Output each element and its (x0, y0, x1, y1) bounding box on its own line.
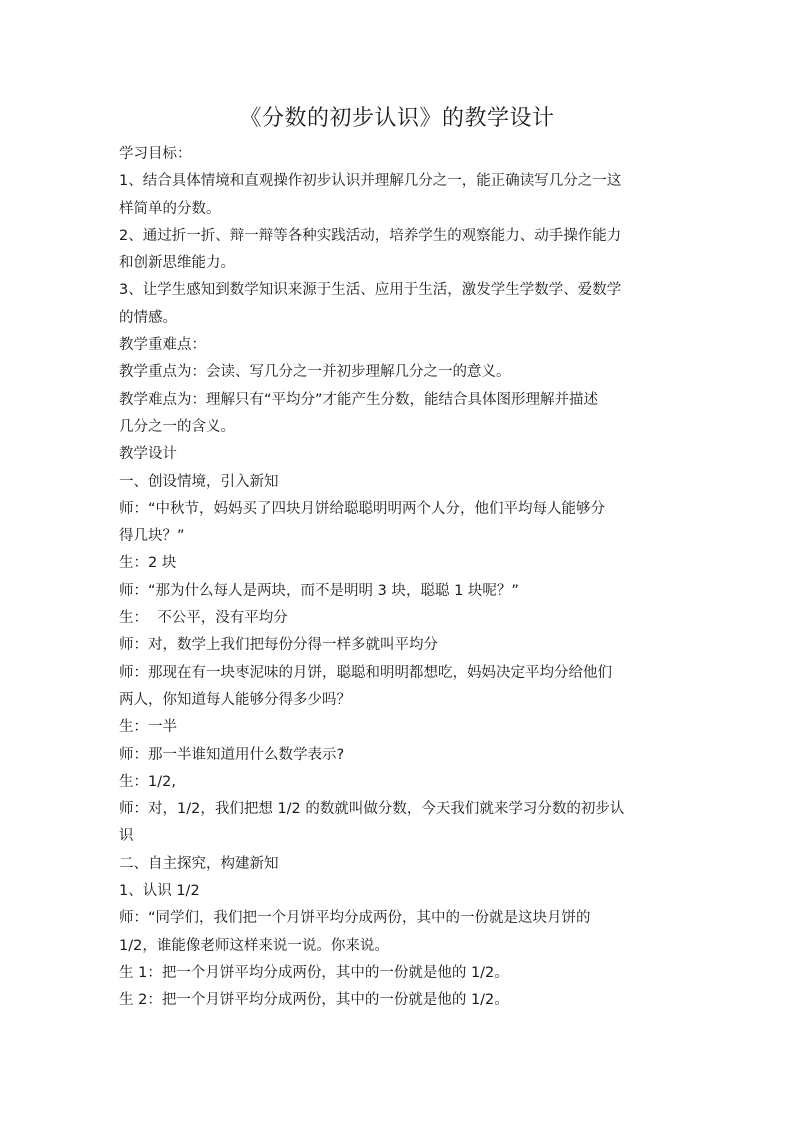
section-heading-design: 教学设计 (119, 446, 177, 463)
dialogue-line: 师：对，数学上我们把每份分得一样多就叫平均分 (119, 637, 438, 654)
key-point: 教学重点为：会读、写几分之一并初步理解几分之一的意义。 (119, 364, 511, 381)
dialogue-line: 师：“同学们，我们把一个月饼平均分成两份，其中的一份就是这块月饼的 (119, 910, 591, 927)
dialogue-line: 生 2：把一个月饼平均分成两份，其中的一份就是他的 1/2。 (119, 992, 509, 1009)
objective-3-line-1: 3、让学生感知到数学知识来源于生活、应用于生活，激发学生学数学、爱数学 (119, 282, 622, 299)
objective-1-line-1: 1、结合具体情境和直观操作初步认识并理解几分之一，能正确读写几分之一这 (119, 173, 622, 190)
objective-1-line-2: 样简单的分数。 (119, 200, 221, 217)
dialogue-line: 1/2，谁能像老师这样来说一说。你来说。 (119, 937, 389, 954)
subsection-heading-explore: 二、自主探究，构建新知 (119, 855, 279, 872)
dialogue-line: 生：一半 (119, 719, 177, 736)
dialogue-line: 师：那一半谁知道用什么数学表示? (119, 746, 345, 763)
dialogue-line: 师：对，1/2，我们把想 1/2 的数就叫做分数，今天我们就来学习分数的初步认 (119, 801, 625, 818)
dialogue-line: 生：2 块 (119, 555, 177, 572)
dialogue-line: 师：那现在有一块枣泥味的月饼，聪聪和明明都想吃，妈妈决定平均分给他们 (119, 664, 612, 681)
dialogue-line: 生： 不公平，没有平均分 (119, 610, 288, 627)
dialogue-line: 两人，你知道每人能够分得多少吗？ (119, 691, 351, 708)
subsection-heading-half: 1、认识 1/2 (119, 883, 200, 900)
objective-2-line-1: 2、通过折一折、辩一辩等各种实践活动，培养学生的观察能力、动手操作能力 (119, 227, 622, 244)
objective-2-line-2: 和创新思维能力。 (119, 255, 235, 272)
dialogue-line: 识 (119, 828, 134, 845)
section-heading-objectives: 学习目标： (119, 146, 192, 162)
document-title: 《分数的初步认识》的教学设计 (239, 106, 555, 131)
dialogue-line: 得几块？” (119, 528, 185, 545)
dialogue-line: 师：“中秋节，妈妈买了四块月饼给聪聪明明两个人分，他们平均每人能够分 (119, 500, 606, 517)
dialogue-line: 生：1/2, (119, 773, 176, 790)
document-body (119, 141, 679, 1015)
objective-3-line-2: 的情感。 (119, 309, 177, 326)
dialogue-line: 师：“那为什么每人是两块，而不是明明 3 块，聪聪 1 块呢？” (119, 582, 519, 599)
section-heading-key-points: 教学重难点： (119, 337, 206, 354)
subsection-heading-intro: 一、创设情境，引入新知 (119, 473, 279, 490)
dialogue-line: 生 1：把一个月饼平均分成两份，其中的一份就是他的 1/2。 (119, 964, 509, 981)
difficult-point-line-1: 教学难点为：理解只有“平均分”才能产生分数，能结合具体图形理解并描述 (119, 391, 599, 408)
difficult-point-line-2: 几分之一的含义。 (119, 418, 235, 435)
